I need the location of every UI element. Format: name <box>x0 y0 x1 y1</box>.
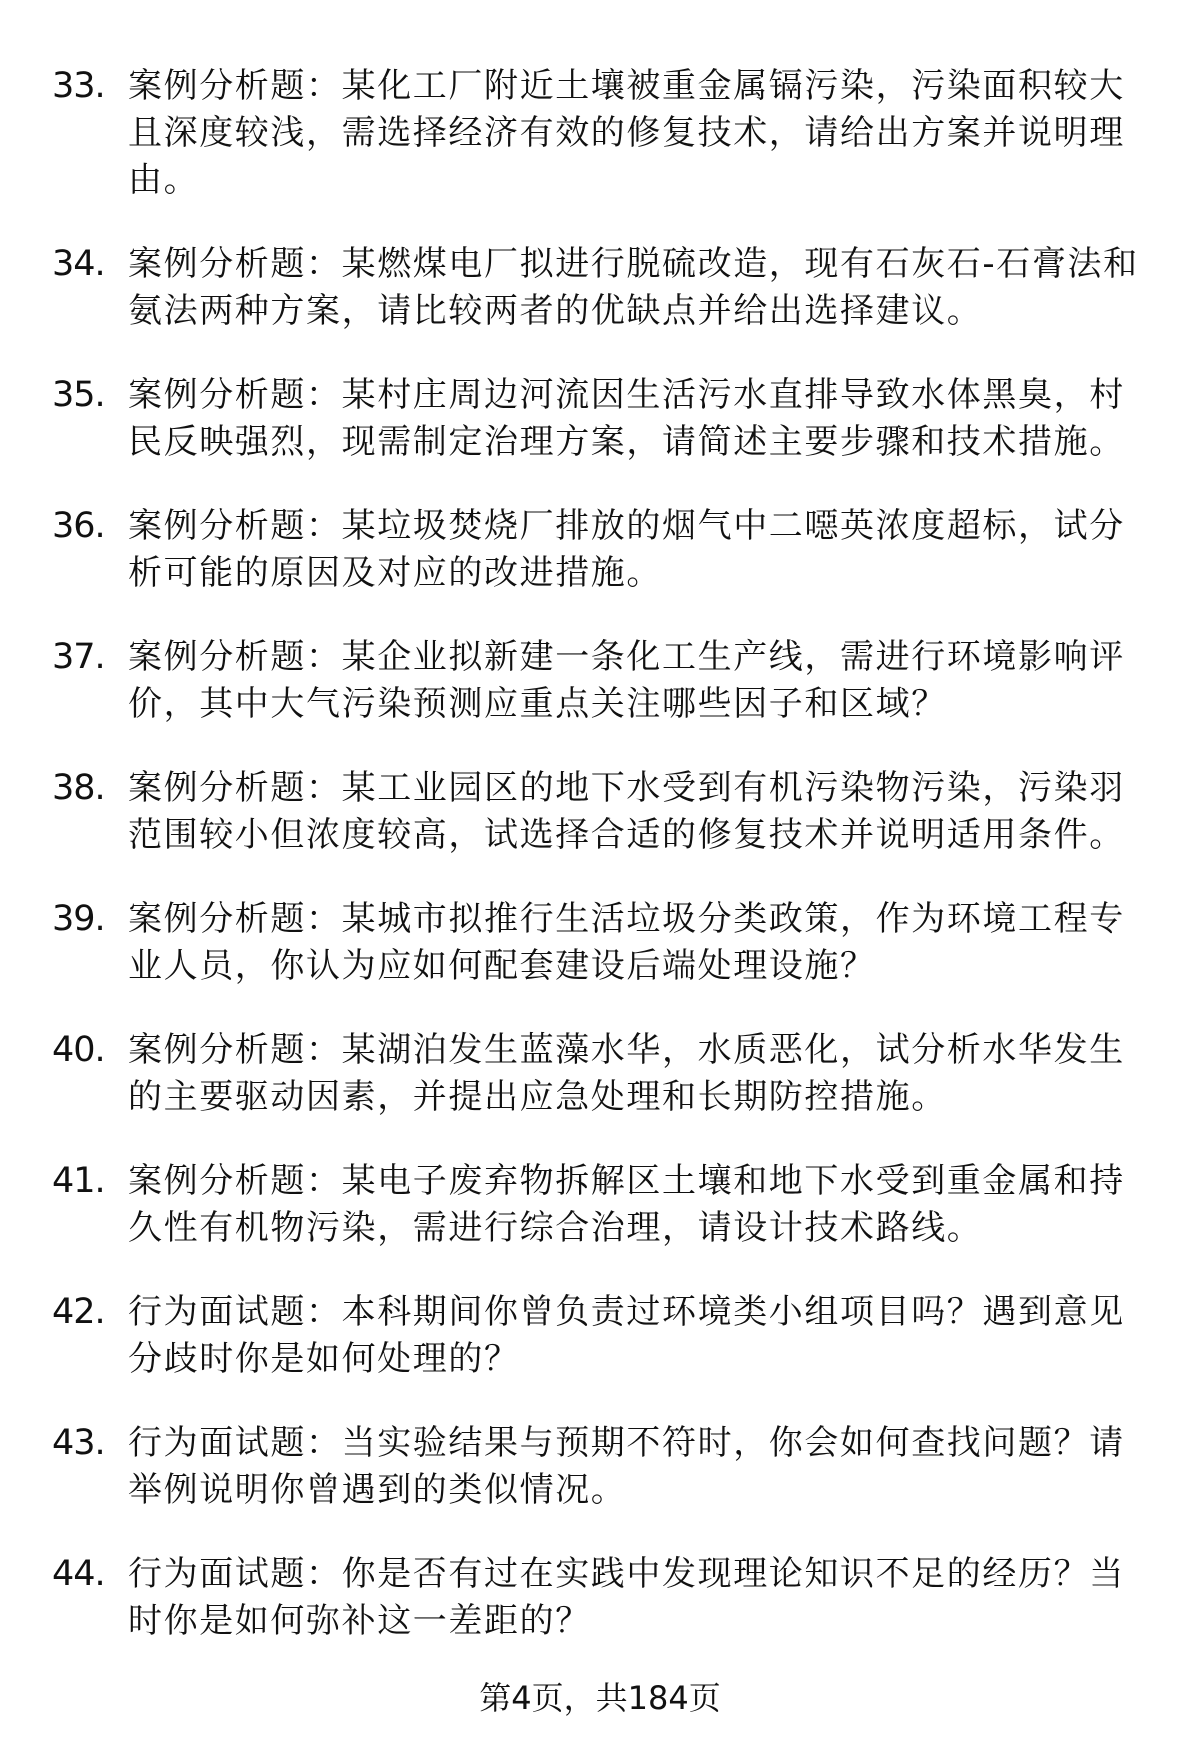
question-number: 36. <box>52 506 105 546</box>
question-text-line: 案例分析题：某城市拟推行生活垃圾分类政策，作为环境工程专 <box>128 899 1125 939</box>
question-text-line: 案例分析题：某湖泊发生蓝藻水华，水质恶化，试分析水华发生 <box>128 1030 1125 1070</box>
question-text-line: 分歧时你是如何处理的？ <box>128 1339 520 1379</box>
question-text-line: 案例分析题：某工业园区的地下水受到有机污染物污染，污染羽 <box>128 768 1125 808</box>
question-item <box>0 503 1200 597</box>
question-item <box>0 1551 1200 1645</box>
question-number: 39. <box>52 899 105 939</box>
question-text <box>128 1289 1168 1383</box>
question-item <box>0 1420 1200 1514</box>
question-text-line: 由。 <box>128 160 200 200</box>
question-text-line: 的主要驱动因素，并提出应急处理和长期防控措施。 <box>128 1077 947 1117</box>
question-number: 42. <box>52 1292 105 1332</box>
page-footer: 第4页，共184页 <box>479 1679 721 1717</box>
question-number: 44. <box>52 1554 105 1594</box>
question-text-line: 案例分析题：某村庄周边河流因生活污水直排导致水体黑臭，村 <box>128 375 1125 415</box>
question-number: 40. <box>52 1030 105 1070</box>
question-item <box>0 63 1200 204</box>
question-text-line: 价，其中大气污染预测应重点关注哪些因子和区域？ <box>128 684 947 724</box>
question-number: 34. <box>52 244 105 284</box>
question-number: 38. <box>52 768 105 808</box>
question-text-line: 久性有机物污染，需进行综合治理，请设计技术路线。 <box>128 1208 983 1248</box>
question-item <box>0 241 1200 335</box>
question-item <box>0 1289 1200 1383</box>
question-text <box>128 241 1168 335</box>
question-text <box>128 1027 1168 1121</box>
question-item <box>0 896 1200 990</box>
question-text-line: 举例说明你曾遇到的类似情况。 <box>128 1470 627 1510</box>
question-number: 41. <box>52 1161 105 1201</box>
question-text <box>128 634 1168 728</box>
question-list <box>0 63 1200 1682</box>
question-text <box>128 765 1168 859</box>
question-text-line: 时你是如何弥补这一差距的？ <box>128 1601 591 1641</box>
question-text <box>128 1420 1168 1514</box>
question-item <box>0 765 1200 859</box>
question-text-line: 氨法两种方案，请比较两者的优缺点并给出选择建议。 <box>128 291 983 331</box>
question-item <box>0 1027 1200 1121</box>
question-text <box>128 372 1168 466</box>
question-number: 37. <box>52 637 105 677</box>
question-text-line: 案例分析题：某企业拟新建一条化工生产线，需进行环境影响评 <box>128 637 1125 677</box>
question-item <box>0 372 1200 466</box>
question-text <box>128 503 1168 597</box>
question-text-line: 案例分析题：某燃煤电厂拟进行脱硫改造，现有石灰石-石膏法和 <box>128 244 1139 284</box>
question-text-line: 案例分析题：某垃圾焚烧厂排放的烟气中二噁英浓度超标，试分 <box>128 506 1125 546</box>
question-text-line: 案例分析题：某化工厂附近土壤被重金属镉污染，污染面积较大 <box>128 66 1125 106</box>
question-text <box>128 1158 1168 1252</box>
question-text-line: 行为面试题：当实验结果与预期不符时，你会如何查找问题？请 <box>128 1423 1125 1463</box>
question-text-line: 民反映强烈，现需制定治理方案，请简述主要步骤和技术措施。 <box>128 422 1125 462</box>
question-text-line: 范围较小但浓度较高，试选择合适的修复技术并说明适用条件。 <box>128 815 1125 855</box>
question-item <box>0 634 1200 728</box>
question-text-line: 析可能的原因及对应的改进措施。 <box>128 553 662 593</box>
question-text-line: 且深度较浅，需选择经济有效的修复技术，请给出方案并说明理 <box>128 113 1125 153</box>
question-number: 43. <box>52 1423 105 1463</box>
question-number: 35. <box>52 375 105 415</box>
question-text <box>128 1551 1168 1645</box>
question-item <box>0 1158 1200 1252</box>
question-number: 33. <box>52 66 105 106</box>
question-text <box>128 896 1168 990</box>
question-text-line: 行为面试题：本科期间你曾负责过环境类小组项目吗？遇到意见 <box>128 1292 1125 1332</box>
question-text <box>128 63 1168 204</box>
question-text-line: 案例分析题：某电子废弃物拆解区土壤和地下水受到重金属和持 <box>128 1161 1125 1201</box>
question-text-line: 行为面试题：你是否有过在实践中发现理论知识不足的经历？当 <box>128 1554 1125 1594</box>
question-text-line: 业人员，你认为应如何配套建设后端处理设施？ <box>128 946 876 986</box>
